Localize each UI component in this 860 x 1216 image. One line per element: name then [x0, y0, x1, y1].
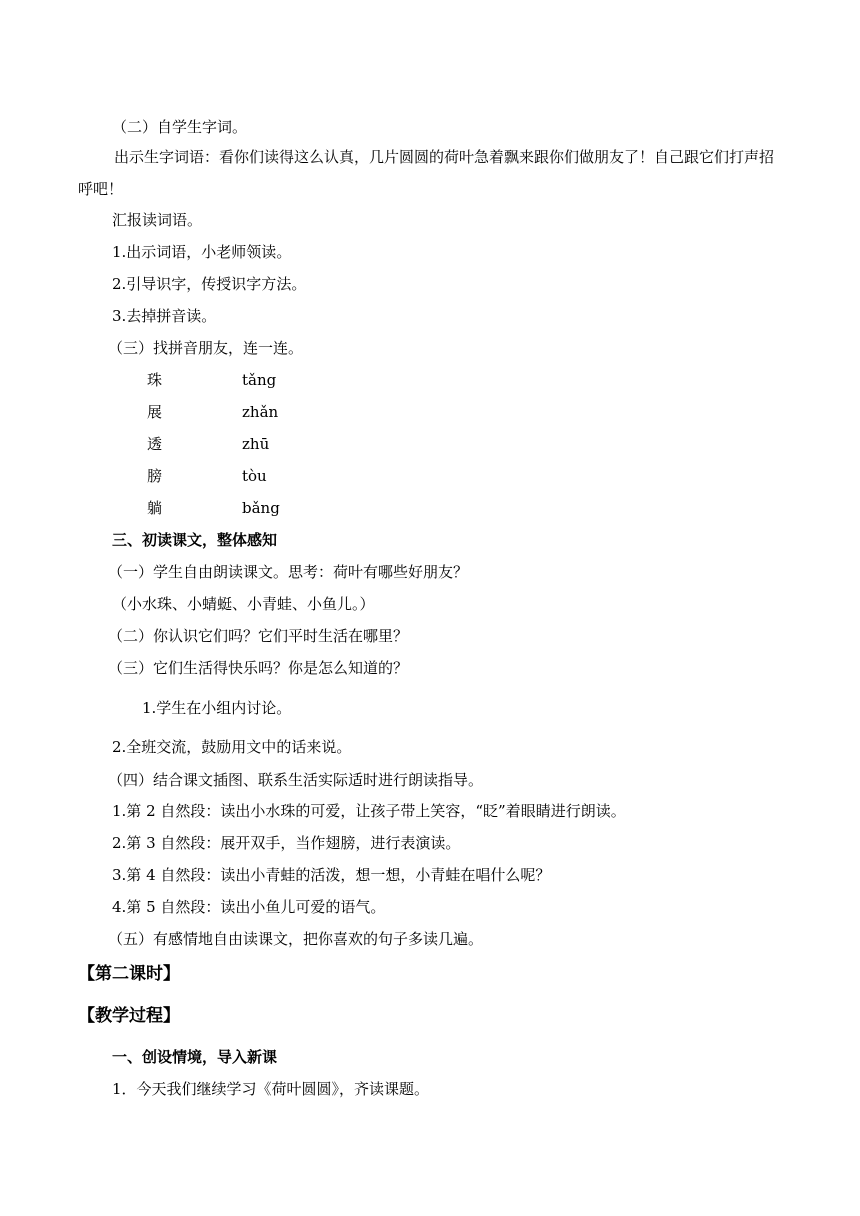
list-item-paragraph-2: 1.第 2 自然段：读出小水珠的可爱，让孩子带上笑容，“眨”着眼睛进行朗读。 [112, 802, 626, 820]
list-item-group-discuss: 1.学生在小组内讨论。 [142, 699, 292, 717]
subsection-match-pinyin: （三）找拼音朋友，连一连。 [108, 339, 304, 357]
match-pinyin: zhǎn [242, 403, 279, 421]
list-item-class-share: 2.全班交流，鼓励用文中的话来说。 [112, 738, 352, 756]
match-pinyin: bǎng [242, 499, 280, 517]
list-item-2: 2.引导识字，传授识字方法。 [112, 275, 307, 293]
list-item-paragraph-4: 3.第 4 自然段：读出小青蛙的活泼，想一想，小青蛙在唱什么呢？ [112, 866, 551, 884]
paragraph-friends-list: （小水珠、小蜻蜓、小青蛙、小鱼儿。） [112, 595, 375, 613]
match-char: 展 [147, 403, 163, 421]
match-char: 透 [147, 435, 163, 453]
list-item-paragraph-5: 4.第 5 自然段：读出小鱼儿可爱的语气。 [112, 898, 386, 916]
match-pinyin: tòu [242, 467, 267, 485]
list-item-continue-study: 1．今天我们继续学习《荷叶圆圆》，齐读课题。 [112, 1080, 430, 1098]
list-item-1: 1.出示词语，小老师领读。 [112, 243, 292, 261]
subsection-know-them: （二）你认识它们吗？它们平时生活在哪里？ [108, 627, 409, 645]
list-item-3: 3.去掉拼音读。 [112, 307, 217, 325]
list-item-paragraph-3: 2.第 3 自然段：展开双手，当作翅膀，进行表演读。 [112, 834, 461, 852]
subsection-reading-guidance: （四）结合课文插图、联系生活实际适时进行朗读指导。 [108, 771, 484, 789]
subsection-emotional-read: （五）有感情地自由读课文，把你喜欢的句子多读几遍。 [108, 930, 484, 948]
section-heading-intro: 一、创设情境，导入新课 [112, 1048, 278, 1066]
paragraph-show-words: 出示生字词语：看你们读得这么认真，几片圆圆的荷叶急着飘来跟你们做朋友了！自己跟它们打声招呼吧！ [78, 148, 775, 198]
match-pinyin: zhū [242, 435, 270, 453]
match-pinyin: tǎng [242, 371, 277, 389]
paragraph-report-reading: 汇报读词语。 [112, 211, 203, 229]
heading-second-lesson: 【第二课时】 [78, 964, 180, 984]
section-heading-first-read: 三、初读课文，整体感知 [112, 531, 278, 549]
subsection-happy: （三）它们生活得快乐吗？你是怎么知道的？ [108, 659, 409, 677]
subsection-self-study: （二）自学生字词。 [112, 118, 248, 136]
match-char: 珠 [147, 371, 163, 389]
subsection-free-read: （一）学生自由朗读课文。思考：荷叶有哪些好朋友？ [108, 563, 469, 581]
match-char: 躺 [147, 499, 163, 517]
heading-teaching-process: 【教学过程】 [78, 1006, 180, 1026]
match-char: 膀 [147, 467, 163, 485]
